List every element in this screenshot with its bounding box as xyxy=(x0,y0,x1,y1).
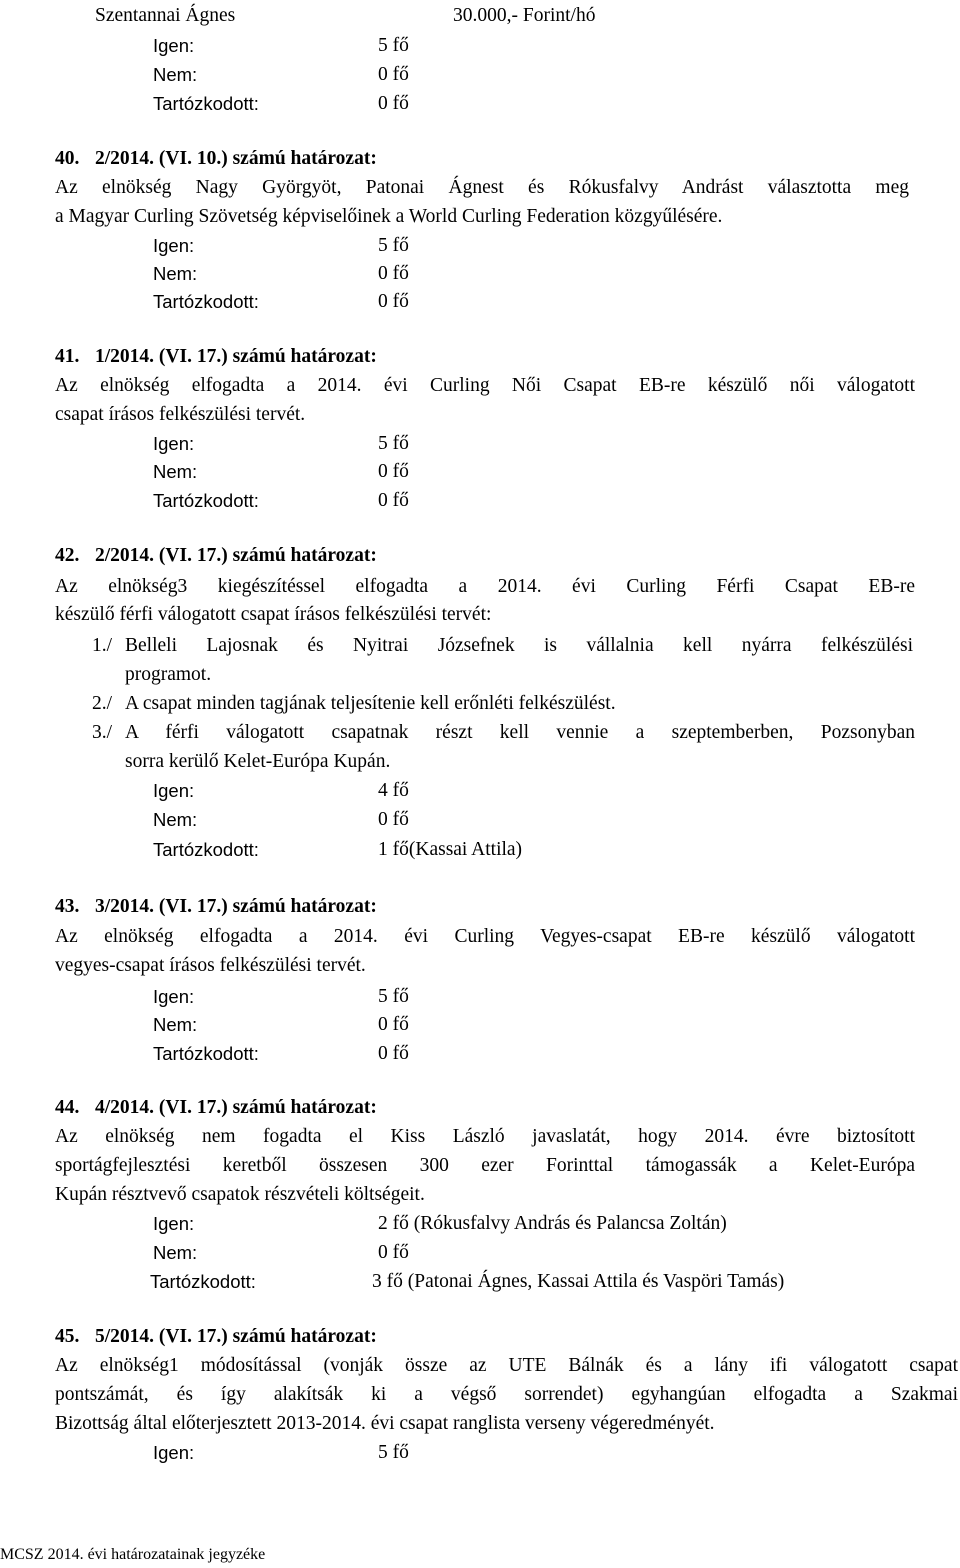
resolution-text-line: vegyes-csapat írásos felkészülési tervét. xyxy=(55,955,366,976)
list-item-text: programot. xyxy=(125,664,212,685)
vote-no-count: 0 fő xyxy=(378,809,409,830)
list-item-text: sorra kerülő Kelet-Európa Kupán. xyxy=(125,751,391,772)
resolution-text-line: Az elnökség3 kiegészítéssel elfogadta a 2014. évi Curling Férfi Csapat EB-re xyxy=(55,576,915,597)
vote-abstain-count: 1 fő(Kassai Attila) xyxy=(378,839,523,860)
vote-abstain-label: Tartózkodott: xyxy=(153,93,259,114)
vote-no-label: Nem: xyxy=(153,1014,198,1035)
resolution-text-line: Az elnökség1 módosítással (vonják össze az UTE Bálnák és a lány ifi válogatott csapat xyxy=(55,1355,958,1376)
vote-abstain-label: Tartózkodott: xyxy=(153,291,259,312)
vote-no-count: 0 fő xyxy=(378,1242,409,1263)
vote-abstain-count: 0 fő xyxy=(378,490,409,511)
vote-no-label: Nem: xyxy=(153,461,198,482)
vote-abstain-label: Tartózkodott: xyxy=(153,490,259,511)
vote-yes-label: Igen: xyxy=(153,1442,195,1463)
list-item-number: 3./ xyxy=(92,722,113,743)
vote-no-count: 0 fő xyxy=(378,263,409,284)
resolution-text-line: pontszámát, és így alakítsák ki a végső sorrendet) egyhangúan elfogadta a Szakmai xyxy=(55,1384,958,1405)
page-footer: MCSZ 2014. évi határozatainak jegyzéke xyxy=(0,1546,266,1563)
member-fee: 30.000,- Forint/hó xyxy=(453,5,596,26)
vote-no-label: Nem: xyxy=(153,64,198,85)
resolution-text-line: Az elnökség Nagy Györgyöt, Patonai Ágnest és Rókusfalvy Andrást választotta meg xyxy=(55,177,909,198)
vote-yes-count: 4 fő xyxy=(378,780,409,801)
list-item-number: 2./ xyxy=(92,693,113,714)
list-item-text: Belleli Lajosnak és Nyitrai Józsefnek is vállalnia kell nyárra felkészülési xyxy=(125,635,913,656)
vote-no-count: 0 fő xyxy=(378,1014,409,1035)
vote-no-count: 0 fő xyxy=(378,461,409,482)
vote-abstain-count: 3 fő (Patonai Ágnes, Kassai Attila és Vaspöri Tamás) xyxy=(372,1271,785,1292)
resolution-text-line: csapat írásos felkészülési tervét. xyxy=(55,404,306,425)
resolution-heading: 4/2014. (VI. 17.) számú határozat: xyxy=(95,1097,377,1118)
resolution-text-line: készülő férfi válogatott csapat írásos felkészülési tervét: xyxy=(55,604,492,625)
vote-yes-label: Igen: xyxy=(153,35,195,56)
resolution-text-line: Bizottság által előterjesztett 2013-2014. évi csapat ranglista verseny végeredményét. xyxy=(55,1413,715,1434)
vote-yes-label: Igen: xyxy=(153,986,195,1007)
vote-yes-count: 5 fő xyxy=(378,1442,409,1463)
vote-yes-count: 5 fő xyxy=(378,235,409,256)
vote-yes-label: Igen: xyxy=(153,235,195,256)
resolution-number: 43. xyxy=(55,896,80,917)
vote-abstain-label: Tartózkodott: xyxy=(153,839,259,860)
vote-abstain-label: Tartózkodott: xyxy=(150,1271,256,1292)
resolution-text-line: a Magyar Curling Szövetség képviselőinek a World Curling Federation közgyűlésére. xyxy=(55,206,723,227)
vote-yes-count: 5 fő xyxy=(378,433,409,454)
vote-abstain-label: Tartózkodott: xyxy=(153,1043,259,1064)
resolution-text-line: sportágfejlesztési keretből összesen 300 ezer Forinttal támogassák a Kelet-Európa xyxy=(55,1155,915,1176)
vote-yes-count: 2 fő (Rókusfalvy András és Palancsa Zoltán) xyxy=(378,1213,727,1234)
vote-yes-label: Igen: xyxy=(153,780,195,801)
vote-yes-label: Igen: xyxy=(153,1213,195,1234)
vote-yes-count: 5 fő xyxy=(378,986,409,1007)
vote-no-label: Nem: xyxy=(153,1242,198,1263)
resolution-heading: 5/2014. (VI. 17.) számú határozat: xyxy=(95,1326,377,1347)
list-item-text: A csapat minden tagjának teljesítenie kell erőnléti felkészülést. xyxy=(125,693,616,714)
resolution-heading: 3/2014. (VI. 17.) számú határozat: xyxy=(95,896,377,917)
resolution-heading: 1/2014. (VI. 17.) számú határozat: xyxy=(95,346,377,367)
member-name: Szentannai Ágnes xyxy=(95,5,236,26)
resolution-text-line: Az elnökség elfogadta a 2014. évi Curling Vegyes-csapat EB-re készülő válogatott xyxy=(55,926,915,947)
vote-abstain-count: 0 fő xyxy=(378,1043,409,1064)
vote-abstain-count: 0 fő xyxy=(378,291,409,312)
resolution-text-line: Kupán résztvevő csapatok részvételi költségeit. xyxy=(55,1184,425,1205)
resolution-number: 45. xyxy=(55,1326,80,1347)
resolution-text-line: Az elnökség elfogadta a 2014. évi Curling Női Csapat EB-re készülő női válogatott xyxy=(55,375,915,396)
vote-no-label: Nem: xyxy=(153,809,198,830)
resolution-number: 44. xyxy=(55,1097,80,1118)
list-item-number: 1./ xyxy=(92,635,113,656)
vote-abstain-count: 0 fő xyxy=(378,93,409,114)
vote-yes-count: 5 fő xyxy=(378,35,409,56)
vote-yes-label: Igen: xyxy=(153,433,195,454)
vote-no-count: 0 fő xyxy=(378,64,409,85)
resolution-number: 42. xyxy=(55,545,80,566)
vote-no-label: Nem: xyxy=(153,263,198,284)
resolution-heading: 2/2014. (VI. 10.) számú határozat: xyxy=(95,148,377,169)
resolution-number: 40. xyxy=(55,148,80,169)
list-item-text: A férfi válogatott csapatnak részt kell vennie a szeptemberben, Pozsonyban xyxy=(125,722,915,743)
resolution-number: 41. xyxy=(55,346,80,367)
resolution-heading: 2/2014. (VI. 17.) számú határozat: xyxy=(95,545,377,566)
resolution-text-line: Az elnökség nem fogadta el Kiss László javaslatát, hogy 2014. évre biztosított xyxy=(55,1126,915,1147)
